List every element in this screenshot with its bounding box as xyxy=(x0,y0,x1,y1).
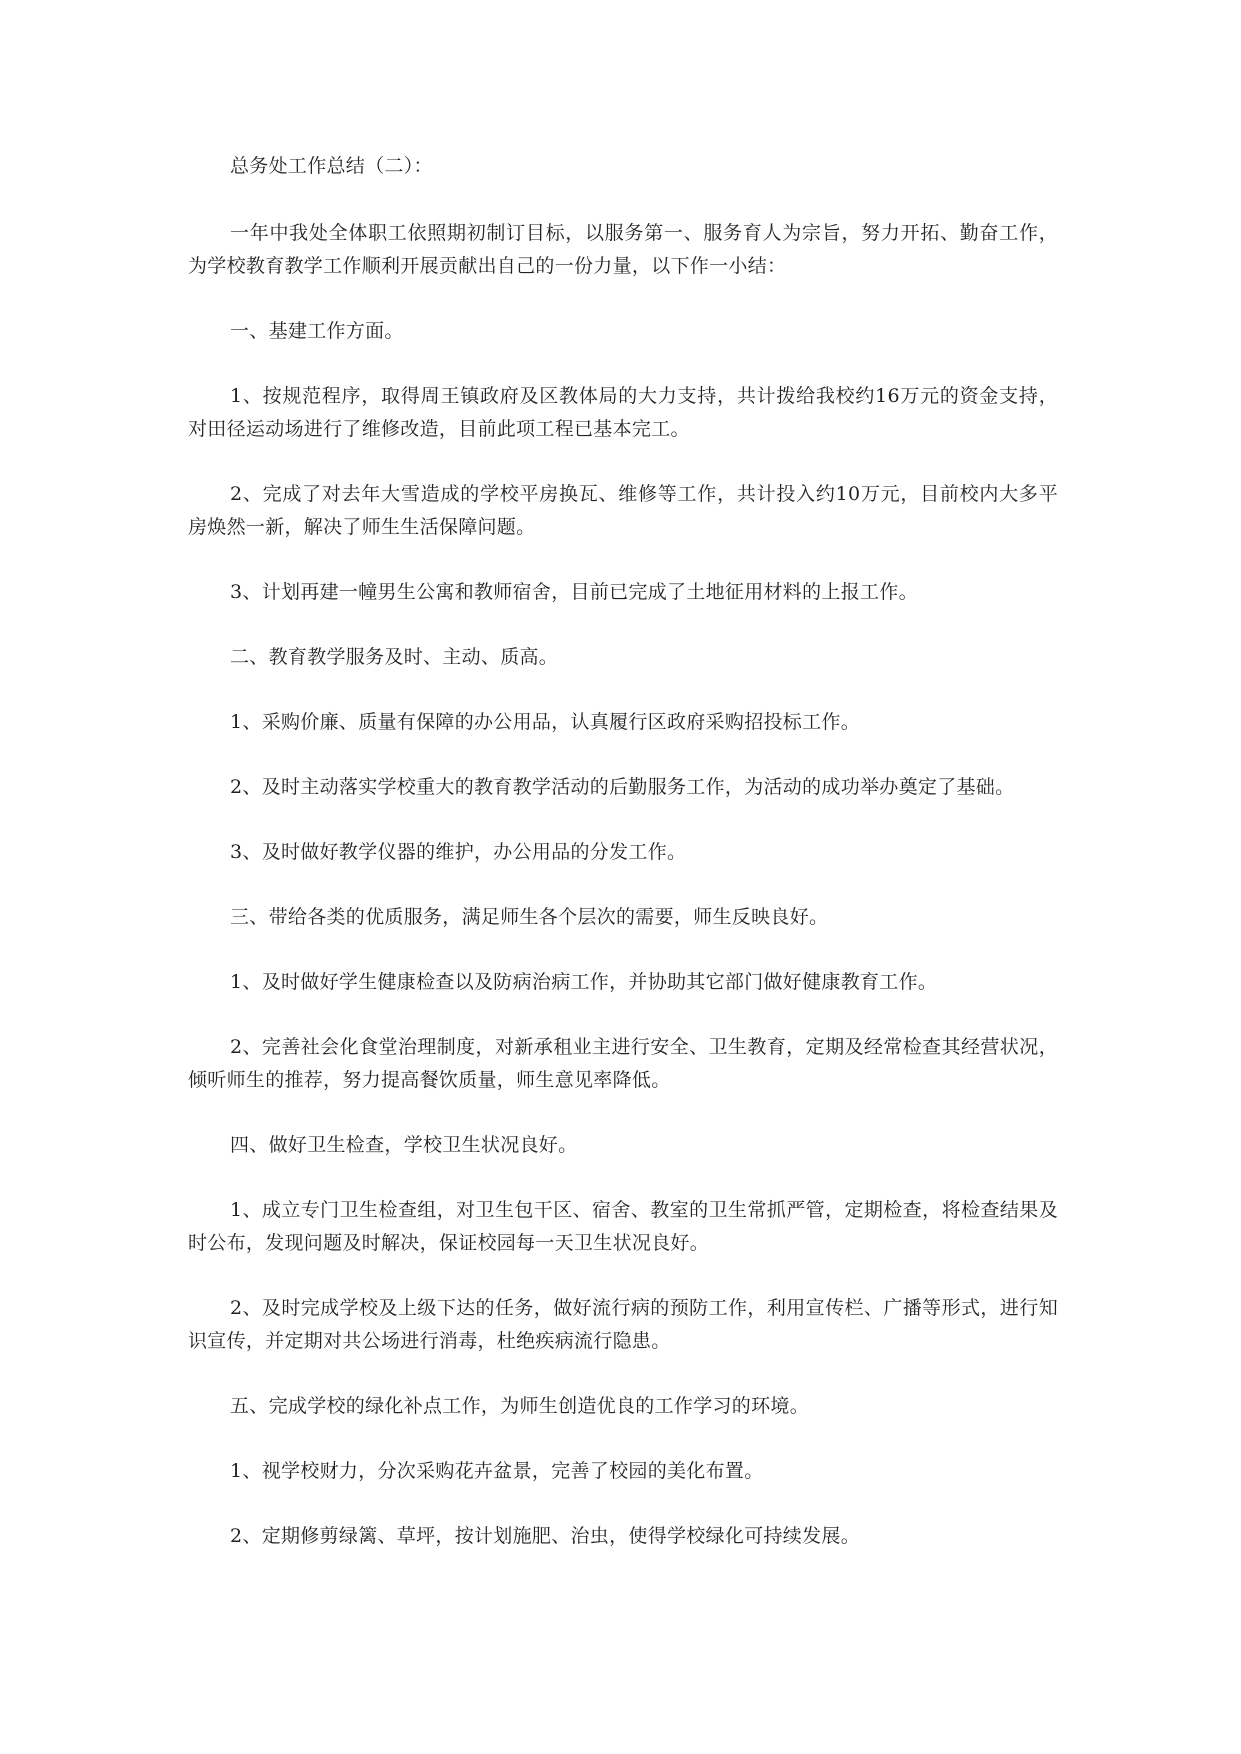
list-item: 2、完成了对去年大雪造成的学校平房换瓦、维修等工作，共计投入约10万元，目前校内大多平房焕然一新，解决了师生生活保障问题。 xyxy=(188,483,1058,538)
list-item: 1、及时做好学生健康检查以及防病治病工作，并协助其它部门做好健康教育工作。 xyxy=(230,971,938,993)
list-item: 1、视学校财力，分次采购花卉盆景，完善了校园的美化布置。 xyxy=(230,1460,764,1482)
list-item: 2、及时完成学校及上级下达的任务，做好流行病的预防工作，利用宣传栏、广播等形式，进行知识宣传，并定期对共公场进行消毒，杜绝疾病流行隐患。 xyxy=(188,1297,1058,1352)
list-item: 1、成立专门卫生检查组，对卫生包干区、宿舍、教室的卫生常抓严管，定期检查，将检查结果及时公布，发现问题及时解决，保证校园每一天卫生状况良好。 xyxy=(188,1199,1058,1254)
document-title: 总务处工作总结（二）： xyxy=(230,155,433,177)
list-item: 1、按规范程序，取得周王镇政府及区教体局的大力支持，共计拨给我校约16万元的资金支持，对田径运动场进行了维修改造，目前此项工程已基本完工。 xyxy=(188,385,1058,440)
section-heading-4: 四、做好卫生检查，学校卫生状况良好。 xyxy=(230,1134,578,1156)
list-item: 3、及时做好教学仪器的维护，办公用品的分发工作。 xyxy=(230,841,687,863)
section-heading-3: 三、带给各类的优质服务，满足师生各个层次的需要，师生反映良好。 xyxy=(230,906,829,928)
list-item: 2、定期修剪绿篱、草坪，按计划施肥、治虫，使得学校绿化可持续发展。 xyxy=(230,1525,860,1547)
section-heading-2: 二、教育教学服务及时、主动、质高。 xyxy=(230,646,559,668)
list-item: 2、及时主动落实学校重大的教育教学活动的后勤服务工作，为活动的成功举办奠定了基础。 xyxy=(230,776,1015,798)
section-heading-1: 一、基建工作方面。 xyxy=(230,320,404,342)
document-body xyxy=(188,150,1058,1585)
list-item: 1、采购价廉、质量有保障的办公用品，认真履行区政府采购招投标工作。 xyxy=(230,711,860,733)
list-item: 3、计划再建一幢男生公寓和教师宿舍，目前已完成了土地征用材料的上报工作。 xyxy=(230,581,918,603)
list-item: 2、完善社会化食堂治理制度，对新承租业主进行安全、卫生教育，定期及经常检查其经营状况，倾听师生的推荐，努力提高餐饮质量，师生意见率降低。 xyxy=(188,1036,1058,1091)
section-heading-5: 五、完成学校的绿化补点工作，为师生创造优良的工作学习的环境。 xyxy=(230,1395,810,1417)
paragraph-intro: 一年中我处全体职工依照期初制订目标，以服务第一、服务育人为宗旨，努力开拓、勤奋工作，为学校教育教学工作顺利开展贡献出自己的一份力量，以下作一小结： xyxy=(188,222,1058,277)
